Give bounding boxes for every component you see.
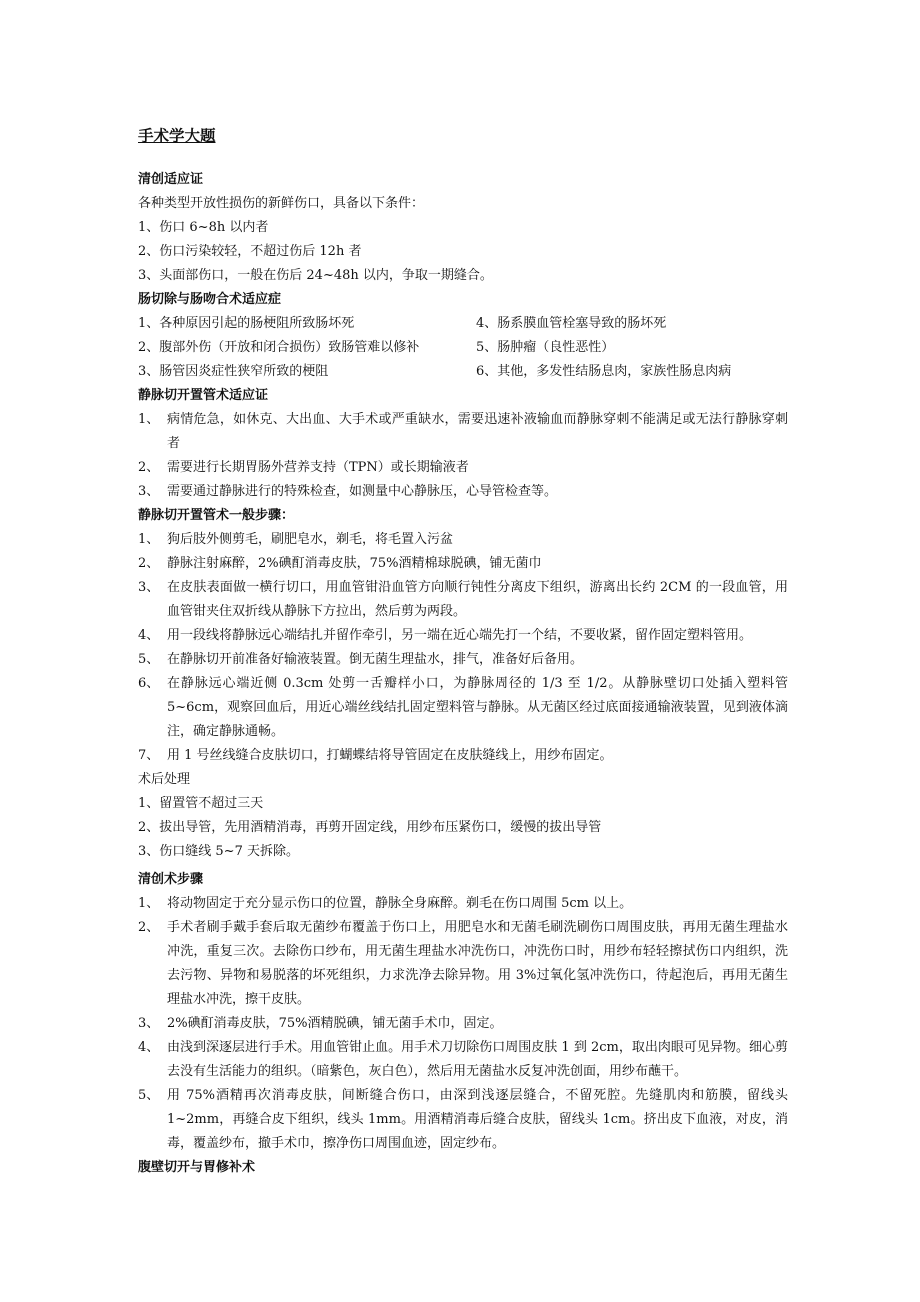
item-text: 狗后肢外侧剪毛，刷肥皂水，剃毛，将毛置入污盆 <box>167 532 454 547</box>
list-item <box>138 456 788 480</box>
item-text: 由浅到深逐层进行手术。用血管钳止血。用手术刀切除伤口周围皮肤 1 到 2cm，取出肉眼可见异物。细心剪去没有生活能力的组织。（暗紫色，灰白色），然后用无菌盐水反复冲洗创面，用纱布蘸干。 <box>167 1040 788 1079</box>
list-item <box>138 576 788 624</box>
section-4-heading: 静脉切开置管术一般步骤： <box>138 508 295 523</box>
item-number: 4、 <box>138 628 160 643</box>
item-number: 5、 <box>138 1088 160 1103</box>
list-item <box>138 1084 788 1156</box>
list-item: 1、各种原因引起的肠梗阻所致肠坏死 <box>138 316 355 331</box>
item-text: 需要进行长期胃肠外营养支持（TPN）或长期输液者 <box>167 460 469 475</box>
item-number: 5、 <box>138 652 160 667</box>
section-6-heading: 清创术步骤 <box>138 872 204 887</box>
list-item: 2、腹部外伤（开放和闭合损伤）致肠管难以修补 <box>138 340 420 355</box>
item-number: 2、 <box>138 460 160 475</box>
section-2-heading: 肠切除与肠吻合术适应症 <box>138 292 282 307</box>
list-item: 5、肠肿瘤（良性恶性） <box>476 340 615 355</box>
item-text: 2%碘酊消毒皮肤，75%酒精脱碘，铺无菌手术巾，固定。 <box>167 1016 503 1031</box>
list-item <box>138 480 788 504</box>
item-text: 在静脉切开前准备好输液装置。倒无菌生理盐水，排气，准备好后备用。 <box>167 652 584 667</box>
item-text: 病情危急，如休克、大出血、大手术或严重缺水，需要迅速补液输血而静脉穿刺不能满足或无法行静脉穿刺者 <box>167 412 788 451</box>
document-title: 手术学大题 <box>138 127 216 145</box>
list-item: 6、其他，多发性结肠息肉，家族性肠息肉病 <box>476 364 732 379</box>
item-number: 2、 <box>138 920 160 935</box>
section-3-heading: 静脉切开置管术适应证 <box>138 388 269 403</box>
document-page <box>138 124 788 1180</box>
section-1-heading: 清创适应证 <box>138 172 204 187</box>
list-item <box>138 1012 788 1036</box>
item-number: 3、 <box>138 484 160 499</box>
two-column-row <box>138 336 788 360</box>
item-number: 1、 <box>138 896 160 911</box>
list-item: 2、伤口污染较轻，不超过伤后 12h 者 <box>138 244 362 259</box>
section-7-heading: 腹壁切开与胃修补术 <box>138 1160 256 1175</box>
item-number: 2、 <box>138 556 160 571</box>
item-text: 需要通过静脉进行的特殊检查，如测量中心静脉压，心导管检查等。 <box>167 484 558 499</box>
item-text: 用一段线将静脉远心端结扎并留作牵引，另一端在近心端先打一个结，不要收紧，留作固定塑料管用。 <box>167 628 753 643</box>
list-item: 2、拔出导管，先用酒精消毒，再剪开固定线，用纱布压紧伤口，缓慢的拔出导管 <box>138 820 602 835</box>
list-item <box>138 892 788 916</box>
item-number: 6、 <box>138 676 160 691</box>
list-item <box>138 648 788 672</box>
item-text: 手术者刷手戴手套后取无菌纱布覆盖于伤口上，用肥皂水和无菌毛刷洗刷伤口周围皮肤，再用无菌生理盐水冲洗，重复三次。去除伤口纱布，用无菌生理盐水冲洗伤口，冲洗伤口时，用纱布轻轻擦拭伤口内组织，洗去污物、异物和易脱落的坏死组织，力求洗净去除异物。用 3%过氧化氢冲洗伤口，待起泡后，再用无菌生理盐水冲洗，擦干皮肤。 <box>167 920 788 1007</box>
list-item <box>138 552 788 576</box>
list-item <box>138 744 788 768</box>
two-column-row <box>138 312 788 336</box>
item-number: 3、 <box>138 580 160 595</box>
list-item <box>138 624 788 648</box>
item-text: 在静脉远心端近侧 0.3cm 处剪一舌瓣样小口，为静脉周径的 1/3 至 1/2。从静脉壁切口处插入塑料管 5~6cm，观察回血后，用近心端丝线结扎固定塑料管与静脉。从无菌区经过底面接通输液装置，见到液体滴注，确定静脉通畅。 <box>167 676 788 739</box>
list-item <box>138 916 788 1012</box>
item-text: 用 1 号丝线缝合皮肤切口，打蝴蝶结将导管固定在皮肤缝线上，用纱布固定。 <box>167 748 613 763</box>
item-text: 在皮肤表面做一横行切口，用血管钳沿血管方向顺行钝性分离皮下组织，游离出长约 2CM 的一段血管，用血管钳夹住双折线从静脉下方拉出，然后剪为两段。 <box>167 580 788 619</box>
item-number: 7、 <box>138 748 160 763</box>
list-item <box>138 1036 788 1084</box>
item-text: 用 75%酒精再次消毒皮肤，间断缝合伤口，由深到浅逐层缝合，不留死腔。先缝肌肉和筋膜，留线头 1~2mm，再缝合皮下组织，线头 1mm。用酒精消毒后缝合皮肤，留线头 1cm。挤出皮下血液，对皮，消毒，覆盖纱布，撤手术巾，擦净伤口周围血迹，固定纱布。 <box>167 1088 788 1151</box>
item-number: 3、 <box>138 1016 160 1031</box>
two-column-row <box>138 360 788 384</box>
item-number: 1、 <box>138 532 160 547</box>
list-item <box>138 408 788 456</box>
list-item: 3、头面部伤口，一般在伤后 24~48h 以内，争取一期缝合。 <box>138 268 493 283</box>
list-item: 1、伤口 6~8h 以内者 <box>138 220 269 235</box>
list-item: 4、肠系膜血管栓塞导致的肠坏死 <box>476 316 667 331</box>
list-item: 3、肠管因炎症性狭窄所致的梗阻 <box>138 364 329 379</box>
section-1-intro: 各种类型开放性损伤的新鲜伤口，具备以下条件： <box>138 196 425 211</box>
section-5-heading: 术后处理 <box>138 772 191 787</box>
item-text: 静脉注射麻醉，2%碘酊消毒皮肤，75%酒精棉球脱碘，铺无菌巾 <box>167 556 542 571</box>
list-item: 1、留置管不超过三天 <box>138 796 264 811</box>
list-item <box>138 528 788 552</box>
item-number: 1、 <box>138 412 160 427</box>
list-item <box>138 672 788 744</box>
item-number: 4、 <box>138 1040 160 1055</box>
list-item: 3、伤口缝线 5~7 天拆除。 <box>138 844 299 859</box>
item-text: 将动物固定于充分显示伤口的位置，静脉全身麻醉。剃毛在伤口周围 5cm 以上。 <box>167 896 633 911</box>
